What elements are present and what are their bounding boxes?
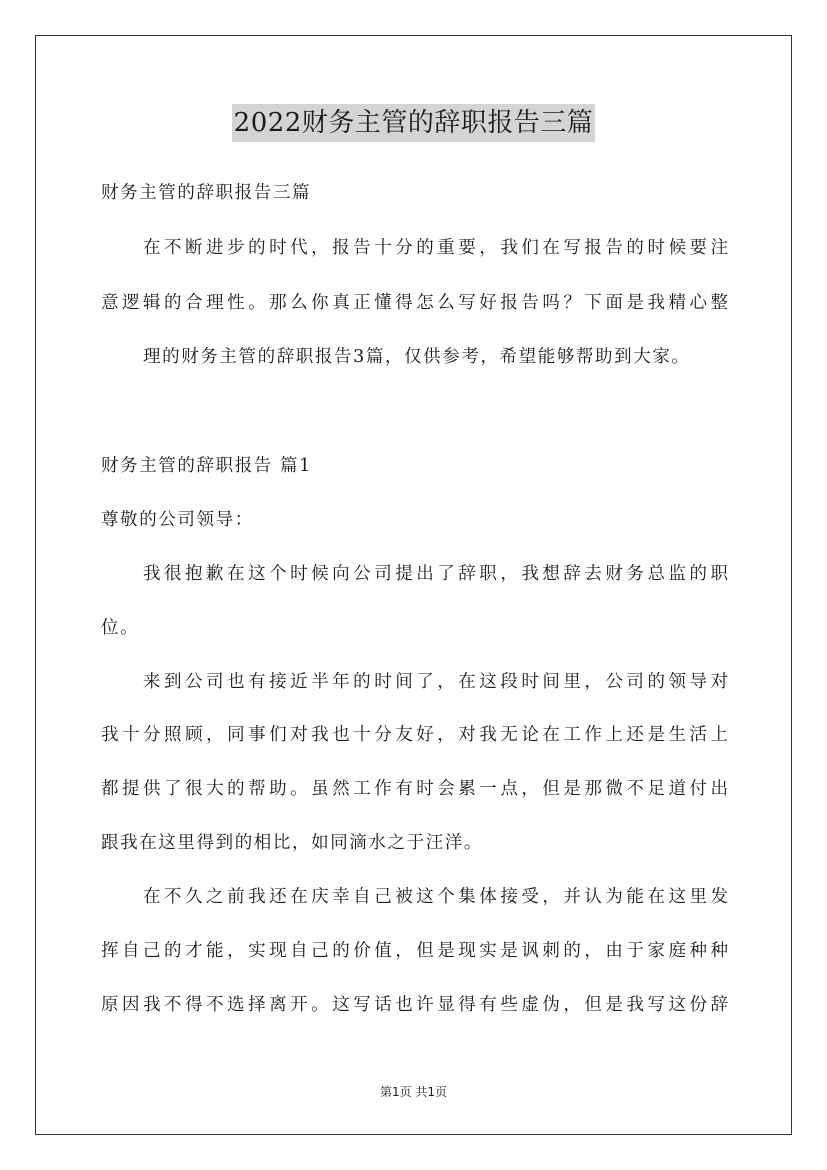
paragraph-line: 我十分照顾，同事们对我也十分友好，对我无论在工作上还是生活上: [101, 725, 728, 745]
document-subtitle: 财务主管的辞职报告三篇: [101, 183, 312, 203]
intro-line: 意逻辑的合理性。那么你真正懂得怎么写好报告吗？下面是我精心整: [101, 293, 728, 313]
document-title: 2022财务主管的辞职报告三篇: [232, 104, 596, 142]
intro-line: 理的财务主管的辞职报告3篇，仅供参考，希望能够帮助到大家。: [143, 347, 691, 367]
paragraph-line: 我很抱歉在这个时候向公司提出了辞职，我想辞去财务总监的职: [143, 564, 728, 584]
paragraph-line: 跟我在这里得到的相比，如同滴水之于汪洋。: [101, 833, 483, 853]
paragraph-line: 位。: [101, 618, 140, 638]
paragraph-line: 挥自己的才能，实现自己的价值，但是现实是讽刺的，由于家庭种种: [101, 941, 728, 961]
page-footer: 第1页 共1页: [379, 1085, 448, 1099]
paragraph-line: 来到公司也有接近半年的时间了，在这段时间里，公司的领导对: [143, 672, 728, 692]
intro-line: 在不断进步的时代，报告十分的重要，我们在写报告的时候要注: [143, 238, 728, 258]
paragraph-line: 原因我不得不选择离开。这写话也许显得有些虚伪，但是我写这份辞: [101, 995, 728, 1015]
paragraph-line: 在不久之前我还在庆幸自己被这个集体接受，并认为能在这里发: [143, 887, 728, 907]
document-title-wrap: [0, 104, 827, 142]
section-heading: 财务主管的辞职报告 篇1: [101, 456, 312, 476]
paragraph-line: 都提供了很大的帮助。虽然工作有时会累一点，但是那微不足道付出: [101, 779, 728, 799]
salutation: 尊敬的公司领导：: [101, 510, 254, 530]
